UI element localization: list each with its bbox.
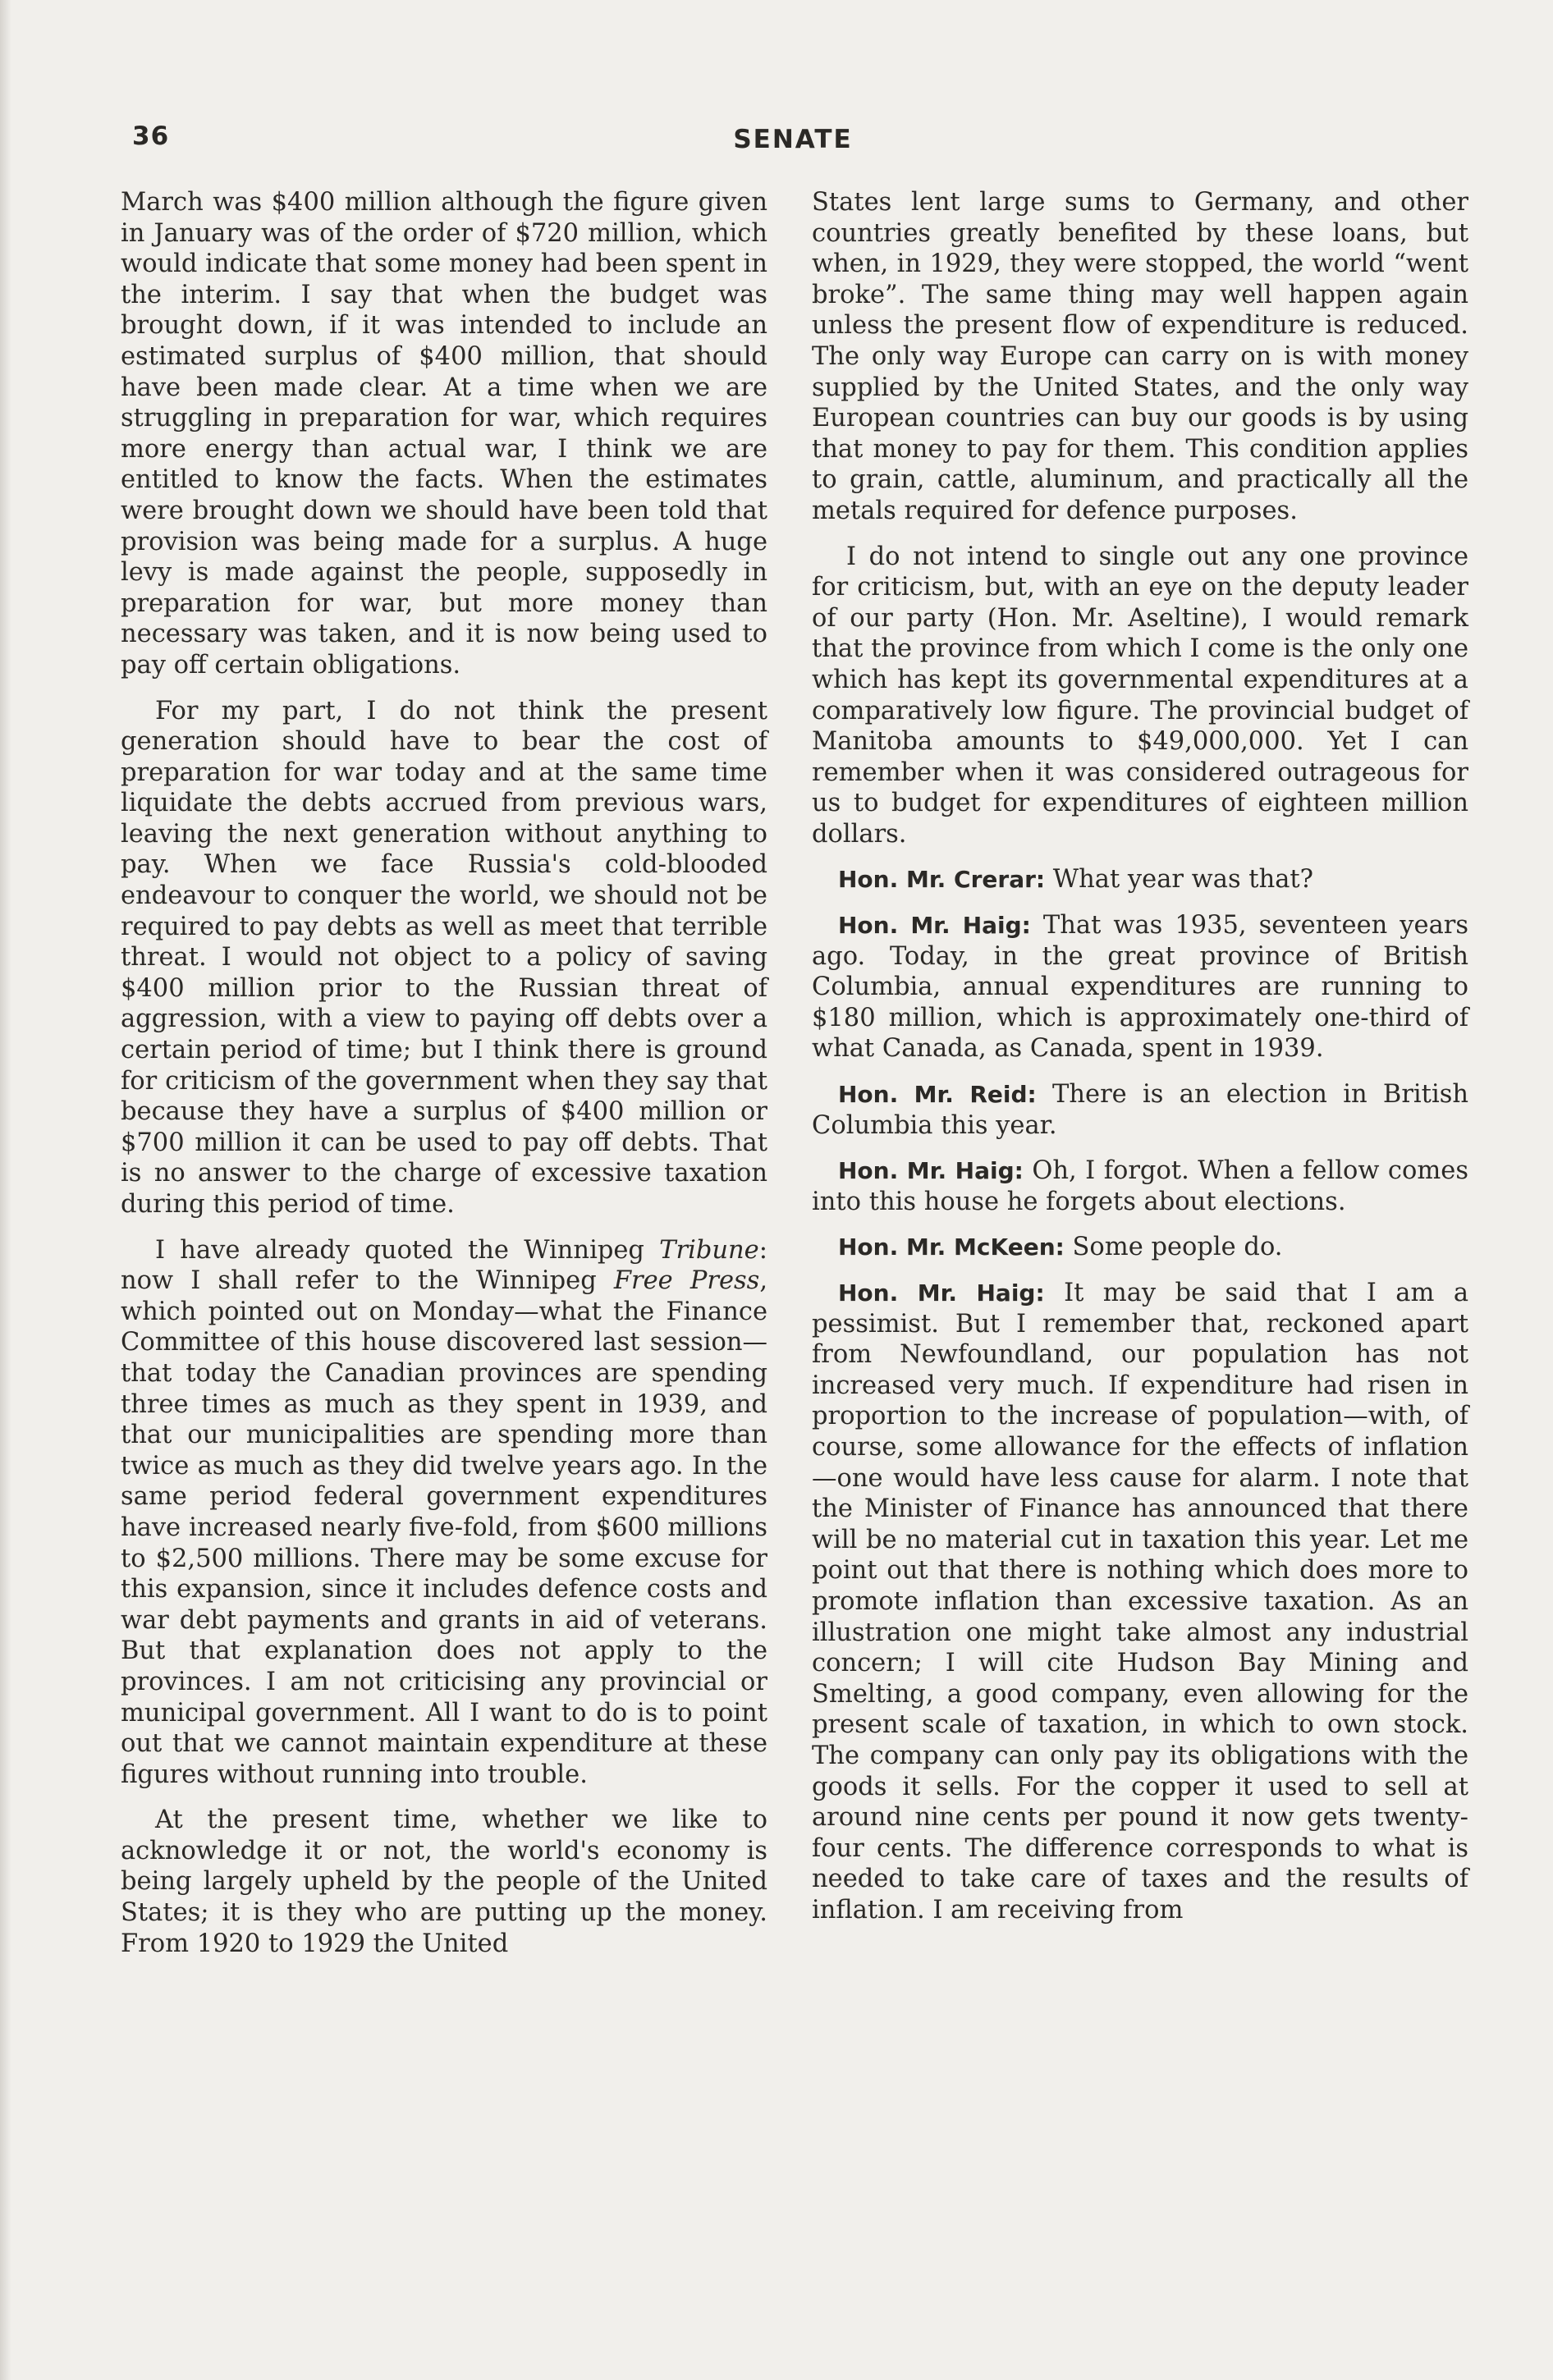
- paragraph-text: , which pointed out on Monday—what the Finance Committee of this house discovered last session—that today the Canadian provinces are spending three times as much as they spent in 1939, and that our municipalities are spending more than twice as much as they did twelve years ago. In the same period federal government expenditures have increased nearly five-fold, from $600 millions to $2,500 millions. There may be some excuse for this expansion, since it includes defence costs and war debt payments and grants in aid of veterans. But that explanation does not apply to the provinces. I am not criticising any provincial or municipal government. All I want to do is to point out that we cannot maintain expenditure at these figures without running into trouble.: [121, 1266, 768, 1789]
- speaker-name: Hon. Mr. McKeen:: [838, 1233, 1065, 1261]
- speech-entry: [812, 910, 1468, 1064]
- paragraph: At the present time, whether we like to acknowledge it or not, the world's economy is being largely upheld by the people of the United States; it is they who are putting up the money. From 1920 to 1929 the United: [121, 1806, 767, 1958]
- left-column: [121, 187, 767, 1974]
- paragraph-text: : now I shall refer to the Winnipeg: [121, 1235, 767, 1296]
- speaker-name: Hon. Mr. Haig:: [838, 1157, 1024, 1185]
- speech-text: What year was that?: [1045, 865, 1314, 895]
- running-head: SENATE: [733, 125, 853, 154]
- paragraph: March was $400 million although the figure given in January was of the order of $720 million, which would indicate that some money had been spent in the interim. I say that when the budget was brought down, if it was intended to include an estimated surplus of $400 million, that should have been made clear. At a time when we are struggling in preparation for war, which requires more energy than actual war, I think we are entitled to know the facts. When the estimates were brought down we should have been told that provision was being made for a surplus. A huge levy is made against the people, supposedly in preparation for war, but more money than necessary was taken, and it is now being used to pay off certain obligations.: [121, 188, 767, 680]
- speech-entry: [812, 1079, 1468, 1141]
- speaker-name: Hon. Mr. Reid:: [838, 1081, 1037, 1109]
- paragraph: For my part, I do not think the present generation should have to bear the cost of preparation for war today and at the same time liquidate the debts accrued from previous wars, leaving the next generation without anything to pay. When we face Russia's cold-blooded endeavour to conquer the world, we should not be required to pay debts as well as meet that terrible threat. I would not object to a policy of saving $400 million prior to the Russian threat of aggression, with a view to paying off debts over a certain period of time; but I think there is ground for criticism of the government when they say that because they have a surplus of $400 million or $700 million it can be used to pay off debts. That is no answer to the charge of excessive taxation during this period of time.: [121, 696, 767, 1219]
- speech-entry: [812, 1232, 1468, 1263]
- speech-entry: [812, 1156, 1468, 1217]
- paragraph: [121, 1235, 767, 1791]
- speech-entry: [812, 1278, 1468, 1925]
- speaker-name: Hon. Mr. Haig:: [838, 1279, 1045, 1307]
- speaker-name: Hon. Mr. Crerar:: [838, 866, 1046, 894]
- speech-text: That was 1935, seventeen years ago. Today, in the great province of British Columbia, annual expenditures are running to $180 million, which is approximately one-third of what Canada, as Canada, spent in 1939.: [812, 911, 1468, 1064]
- speech-text: Some people do.: [1064, 1233, 1283, 1262]
- paragraph: I do not intend to single out any one province for criticism, but, with an eye on the deputy leader of our party (Hon. Mr. Aseltine), I would remark that the province from which I come is the only one which has kept its governmental expenditures at a comparatively low figure. The provincial budget of Manitoba amounts to $49,000,000. Yet I can remember when it was considered outrageous for us to budget for expenditures of eighteen million dollars.: [812, 542, 1468, 849]
- right-column: [812, 187, 1468, 1940]
- page-number: 36: [132, 121, 170, 151]
- speaker-name: Hon. Mr. Haig:: [838, 912, 1031, 940]
- page-header: [0, 121, 1553, 158]
- paragraph: States lent large sums to Germany, and other countries greatly benefited by these loans, but when, in 1929, they were stopped, the world “went broke”. The same thing may well happen again unless the present flow of expenditure is reduced. The only way Europe can carry on is with money supplied by the United States, and the only way European countries can buy our goods is by using that money to pay for them. This condition applies to grain, cattle, aluminum, and practically all the metals required for defence purposes.: [812, 188, 1468, 525]
- speech-text: Oh, I forgot. When a fellow comes into this house he forgets about elections.: [812, 1156, 1468, 1216]
- newspaper-title: Tribune: [659, 1235, 759, 1265]
- speech-entry: [812, 864, 1468, 895]
- scan-edge-shadow: [0, 0, 11, 2380]
- paragraph-text: I have already quoted the Winnipeg: [155, 1235, 660, 1265]
- speech-text: There is an election in British Columbia this year.: [812, 1080, 1468, 1140]
- newspaper-title: Free Press: [613, 1266, 760, 1296]
- speech-text: It may be said that I am a pessimist. But I remember that, reckoned apart from Newfoundland, our population has not increased very much. If expenditure had risen in proportion to the increase of population—with, of course, some allowance for the effects of inflation—one would have less cause for alarm. I note that the Minister of Finance has announced that there will be no material cut in taxation this year. Let me point out that there is nothing which does more to promote inflation than excessive taxation. As an illustration one might take almost any industrial concern; I will cite Hudson Bay Mining and Smelting, a good company, even allowing for the present scale of taxation, in which to own stock. The company can only pay its obligations with the goods it sells. For the copper it used to sell at around nine cents per pound it now gets twenty-four cents. The difference corresponds to what is needed to take care of taxes and the results of inflation. I am receiving from: [812, 1279, 1469, 1925]
